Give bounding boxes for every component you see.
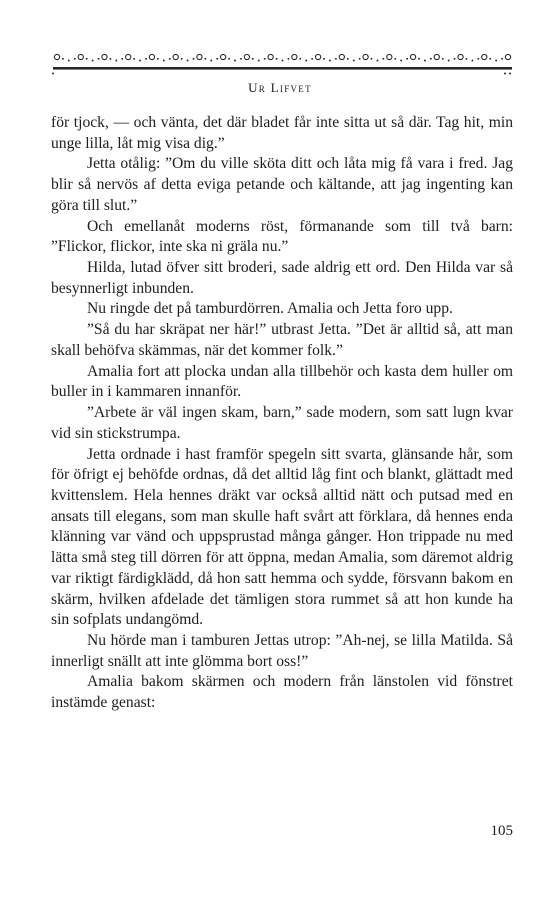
ornament-dot <box>489 58 491 60</box>
ornament-dot <box>371 58 373 60</box>
ornament-dot <box>62 58 64 60</box>
paragraph: Nu ringde det på tamburdörren. Amalia och Jetta foro upp. <box>87 300 453 318</box>
ornament-dot <box>448 60 450 62</box>
paragraph: Jetta otålig: ”Om du ville sköta ditt och låta mig få vara i fred. Jag blir så nervös af detta eviga petande och kältande, att jag ingenting kan göra till slut.” <box>51 155 513 214</box>
paragraph: ”Så du har skräpat ner här!” utbrast Jetta. ”Det är alltid så, att man skall behöfva skämmas, när det kommer folk.” <box>51 321 513 359</box>
ornament-dot <box>335 58 337 60</box>
ornament-ring <box>434 54 439 59</box>
paragraph: ”Arbete är väl ingen skam, barn,” sade modern, som satt lugn kvar vid sin stickstrumpa. <box>51 404 513 442</box>
ornament-dot <box>329 60 331 62</box>
ornament-dot <box>92 60 94 62</box>
ornament-dot <box>282 60 284 62</box>
ornament-dot <box>139 60 141 62</box>
ornament-dot <box>252 58 254 60</box>
ornament-ring <box>458 54 463 59</box>
ornament-dot <box>163 60 165 62</box>
ornament-dot <box>74 58 76 60</box>
ornament-dot <box>406 58 408 60</box>
ornament-dot <box>181 58 183 60</box>
ornament-dot <box>216 58 218 60</box>
page-body <box>51 113 513 714</box>
ornament-ring <box>244 54 249 59</box>
ornament-dot <box>504 73 506 75</box>
ornament-dot <box>376 60 378 62</box>
ornament-dot <box>442 58 444 60</box>
ornament-ring <box>126 54 131 59</box>
ornament-dot <box>258 60 260 62</box>
ornament-ring <box>339 54 344 59</box>
ornament-dot <box>68 60 70 62</box>
ornament-dot <box>133 58 135 60</box>
ornament-dot <box>287 58 289 60</box>
ornament-dot <box>193 58 195 60</box>
ornament-dot <box>299 58 301 60</box>
ornament-ring <box>173 54 178 59</box>
ornament-dot <box>311 58 313 60</box>
ornament-dot <box>109 58 111 60</box>
ornament-dot <box>52 73 54 75</box>
ornament-dot <box>98 58 100 60</box>
ornament-dot <box>353 60 355 62</box>
paragraph: Hilda, lutad öfver sitt broderi, sade aldrig ett ord. Den Hilda var så besynnerligt inbunden. <box>51 259 513 297</box>
ornament-dot <box>264 58 266 60</box>
ornament-dot <box>430 58 432 60</box>
ornament-dot <box>240 58 242 60</box>
header-rule-line <box>53 67 512 70</box>
ornament-dot <box>145 58 147 60</box>
paragraph: Jetta ordnade i hast framför spegeln sitt svarta, glänsande hår, som för öfrigt ej behöfde ordnas, då det alltid låg fint och blankt, glättadt med kvittenslem. Hela hennes dräkt var också alltid nätt och putsad med en ansats till elegans, som man skulle haft svårt att förklara, då hennes enda klänning var vänd och uppsprustad många gånger. Hon trippade nu med lätta små steg till dörren för att öppna, medan Amalia, som däremot aldrig var riktigt färdigklädd, då hon satt hemma och sydde, försvann bakom en skärm, hvilken afdelade det tämligen stora rummet så att hon kunde ha sin sofplats undangömd. <box>51 445 513 629</box>
paragraph: Amalia bakom skärmen och modern från länstolen vid fönstret instämde genast: <box>51 673 513 712</box>
ornament-ring <box>363 54 368 59</box>
paragraph: Nu hörde man i tamburen Jettas utrop: ”Ah-nej, se lilla Matilda. Så innerligt snällt att inte glömma bort oss!” <box>51 631 513 670</box>
ornament-dot <box>382 58 384 60</box>
ornament-dot <box>471 60 473 62</box>
ornament-dot <box>495 60 497 62</box>
page-number: 105 <box>490 823 513 839</box>
ornament-dot <box>394 58 396 60</box>
ornament-dot <box>323 58 325 60</box>
ornament-dot <box>424 60 426 62</box>
paragraph: Amalia fort att plocka undan alla tillbehör och kasta dem huller om buller in i kammaren innanför. <box>51 362 513 401</box>
ornament-dot <box>157 58 159 60</box>
ornament-dot <box>187 60 189 62</box>
ornament-dot <box>305 60 307 62</box>
ornament-dot <box>359 58 361 60</box>
ornament-dot <box>400 60 402 62</box>
ornament-ring <box>410 54 415 59</box>
ornament-ring <box>197 54 202 59</box>
ornament-dot <box>347 58 349 60</box>
ornament-ring <box>149 54 154 59</box>
ornament-dot <box>276 58 278 60</box>
paragraph: Och emellanåt moderns röst, förmanande som till två barn: ”Flickor, flickor, inte ska ni gräla nu.” <box>51 217 513 256</box>
ornament-dot <box>501 58 503 60</box>
ornament-dot <box>509 73 511 75</box>
ornament-dot <box>454 58 456 60</box>
ornament-ring <box>54 54 59 59</box>
ornament-ring <box>387 54 392 59</box>
ornament-dot <box>466 58 468 60</box>
ornament-dot <box>121 58 123 60</box>
ornament-dot <box>210 60 212 62</box>
ornament-dot <box>418 58 420 60</box>
ornament-ring <box>292 54 297 59</box>
continued-paragraph: för tjock, — och vänta, det där bladet får inte sitta ut så där. Tag hit, min unge lilla, låt mig visa dig.” <box>51 114 513 152</box>
ornament-dot <box>204 58 206 60</box>
ornament-dot <box>169 58 171 60</box>
ornament-ring <box>482 54 487 59</box>
ornament-dot <box>234 60 236 62</box>
ornament-ring <box>505 54 510 59</box>
ornament-ring <box>316 54 321 59</box>
ornament-ring <box>102 54 107 59</box>
running-head: Ur Lifvet <box>248 80 312 95</box>
ornament-dot <box>477 58 479 60</box>
ornamental-header-rule <box>50 50 515 80</box>
ornament-dot <box>228 58 230 60</box>
ornament-dot <box>115 60 117 62</box>
ornament-ring <box>268 54 273 59</box>
ornament-ring <box>221 54 226 59</box>
ornament-dot <box>86 58 88 60</box>
ornament-ring <box>78 54 83 59</box>
